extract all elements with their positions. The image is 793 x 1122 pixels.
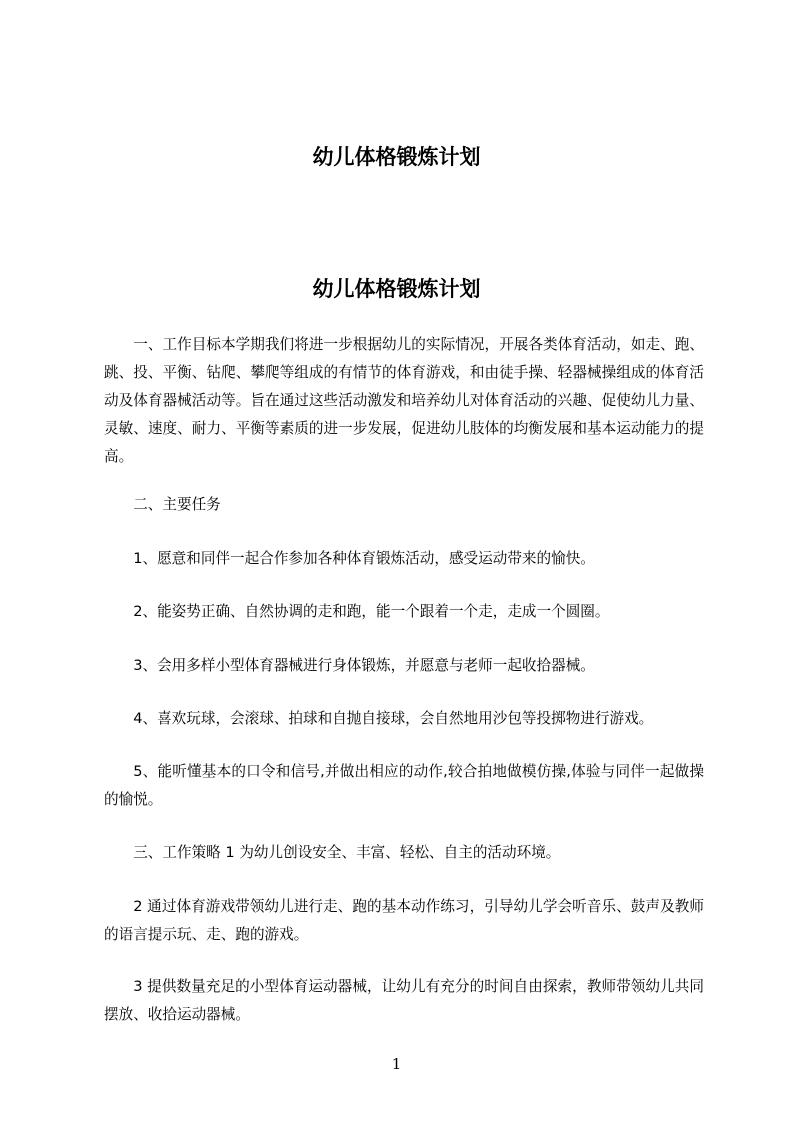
paragraph-task-2: 2、能姿势正确、自然协调的走和跑，能一个跟着一个走，走成一个圆圈。 — [133, 603, 610, 620]
page-number: 1 — [391, 1055, 402, 1073]
paragraph-work-goals: 一、工作目标本学期我们将进一步根据幼儿的实际情况，开展各类体育活动，如走、跑、跳、投、平衡、钻爬、攀爬等组成的有情节的体育游戏，和由徒手操、轻器械操组成的体育活动及体育器械活动等。旨在通过这些活动激发和培养幼儿对体育活动的兴趣、促使幼儿力量、灵敏、速度、耐力、平衡等素质的进一步发展，促进幼儿肢体的均衡发展和基本运动能力的提高。 — [104, 336, 704, 465]
paragraph-task-3: 3、会用多样小型体育器械进行身体锻炼，并愿意与老师一起收拾器械。 — [133, 657, 595, 674]
paragraph-main-tasks-heading: 二、主要任务 — [133, 496, 221, 513]
paragraph-strategy-1: 三、工作策略 1 为幼儿创设安全、丰富、轻松、自主的活动环境。 — [133, 844, 561, 861]
paragraph-strategy-3: 3 提供数量充足的小型体育运动器械，让幼儿有充分的时间自由探索，教师带领幼儿共同摆放、收拾运动器械。 — [104, 978, 704, 1023]
paragraph-task-1: 1、愿意和同伴一起合作参加各种体育锻炼活动，感受运动带来的愉快。 — [133, 550, 595, 567]
paragraph-strategy-2: 2 通过体育游戏带领幼儿进行走、跑的基本动作练习，引导幼儿学会听音乐、鼓声及教师的语言提示玩、走、跑的游戏。 — [104, 898, 704, 943]
paragraph-task-4: 4、喜欢玩球，会滚球、拍球和自抛自接球，会自然地用沙包等投掷物进行游戏。 — [133, 710, 654, 727]
header-title: 幼儿体格锻炼计划 — [312, 145, 481, 169]
document-title: 幼儿体格锻炼计划 — [312, 277, 481, 301]
paragraph-task-5: 5、能听懂基本的口令和信号,并做出相应的动作,较合拍地做模仿操,体验与同伴一起做操的愉悦。 — [104, 763, 704, 808]
